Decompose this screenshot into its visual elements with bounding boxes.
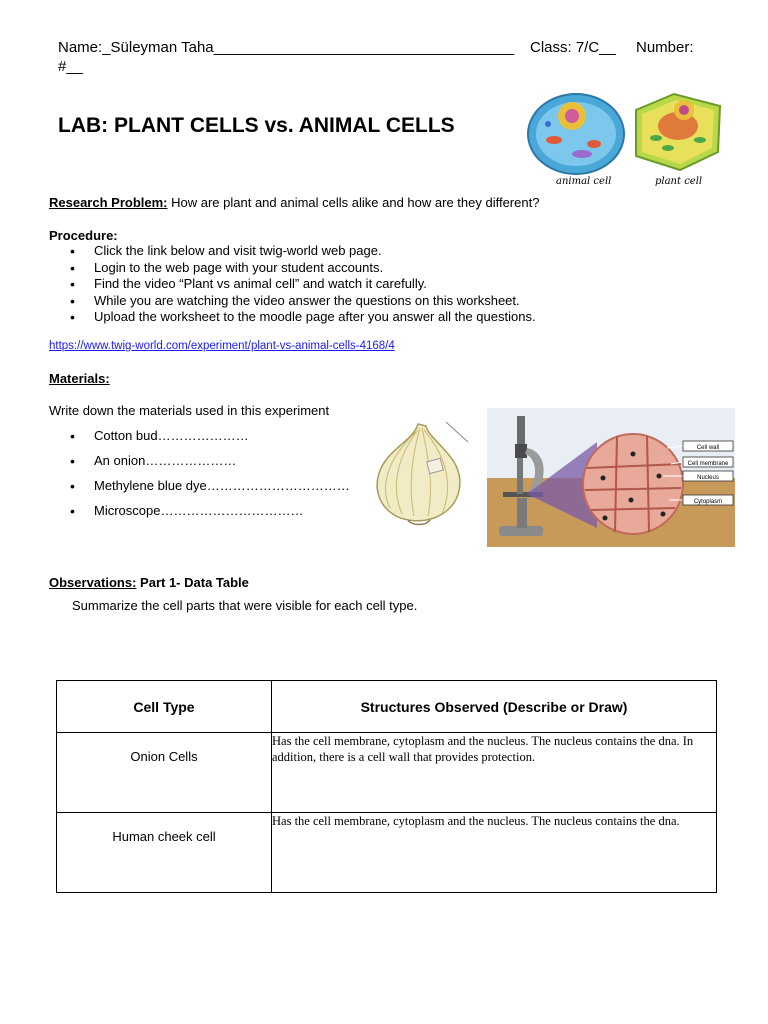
observations-part: Part 1- Data Table: [140, 575, 249, 590]
label-cytoplasm: Cytoplasm: [693, 499, 723, 505]
research-problem: [49, 195, 539, 210]
label-nucleus: Nucleus: [697, 475, 719, 481]
materials-heading: Materials:: [49, 371, 110, 386]
procedure-step: • While you are watching the video answer the questions on this worksheet.: [49, 293, 536, 310]
cells-drawing: [524, 88, 724, 190]
student-name-field[interactable]: Name:_Süleyman Taha____________________________________: [58, 39, 514, 56]
procedure-step: • Click the link below and visit twig-world web page.: [49, 243, 536, 260]
header-cell-type: Cell Type: [57, 681, 272, 733]
cell-illustrations: [524, 88, 724, 190]
cell-type: Onion Cells: [57, 733, 272, 813]
research-heading: Research Problem:: [49, 195, 168, 210]
procedure-step: • Find the video “Plant vs animal cell” and watch it carefully.: [49, 276, 536, 293]
label-cell-wall: Cell wall: [696, 445, 720, 451]
number-field[interactable]: #__: [58, 58, 84, 75]
observations-label: Observations:: [49, 575, 137, 590]
observations-instruction: Summarize the cell parts that were visible for each cell type.: [72, 598, 418, 613]
animal-cell-caption: animal cell: [556, 176, 612, 187]
onion-drawing: [368, 416, 470, 530]
material-item[interactable]: • An onion…………………: [49, 453, 350, 478]
material-item[interactable]: • Microscope……………………………: [49, 503, 350, 528]
page-title: LAB: PLANT CELLS vs. ANIMAL CELLS: [58, 114, 455, 137]
twig-world-link[interactable]: https://www.twig-world.com/experiment/plant-vs-animal-cells-4168/4: [49, 340, 395, 352]
procedure-step: • Upload the worksheet to the moodle page after you answer all the questions.: [49, 309, 536, 326]
number-label: Number:: [636, 39, 694, 56]
table-row: [57, 813, 717, 893]
microscope-image: [487, 408, 735, 547]
materials-prompt: Write down the materials used in this experiment: [49, 403, 330, 418]
onion-image: [368, 416, 470, 530]
observations-heading: [49, 575, 249, 590]
material-item[interactable]: • Methylene blue dye……………………………: [49, 478, 350, 503]
structures-observed[interactable]: Has the cell membrane, cytoplasm and the nucleus. The nucleus contains the dna. In addition, there is a cell wall that provides protection.: [272, 733, 717, 813]
table-row: [57, 733, 717, 813]
microscope-drawing: [487, 408, 735, 547]
data-table: [56, 680, 717, 893]
table-header-row: [57, 681, 717, 733]
materials-list: [49, 428, 350, 528]
header-structures: Structures Observed (Describe or Draw): [272, 681, 717, 733]
procedure-list: [49, 243, 536, 326]
material-item[interactable]: • Cotton bud…………………: [49, 428, 350, 453]
procedure-heading: Procedure:: [49, 228, 118, 243]
label-cell-membrane: Cell membrane: [687, 461, 729, 467]
procedure-step: • Login to the web page with your student accounts.: [49, 260, 536, 277]
structures-observed[interactable]: Has the cell membrane, cytoplasm and the nucleus. The nucleus contains the dna.: [272, 813, 717, 893]
plant-cell-caption: plant cell: [655, 176, 703, 187]
cell-type: Human cheek cell: [57, 813, 272, 893]
research-text: How are plant and animal cells alike and how are they different?: [171, 195, 540, 210]
class-field[interactable]: Class: 7/C__: [530, 39, 616, 56]
